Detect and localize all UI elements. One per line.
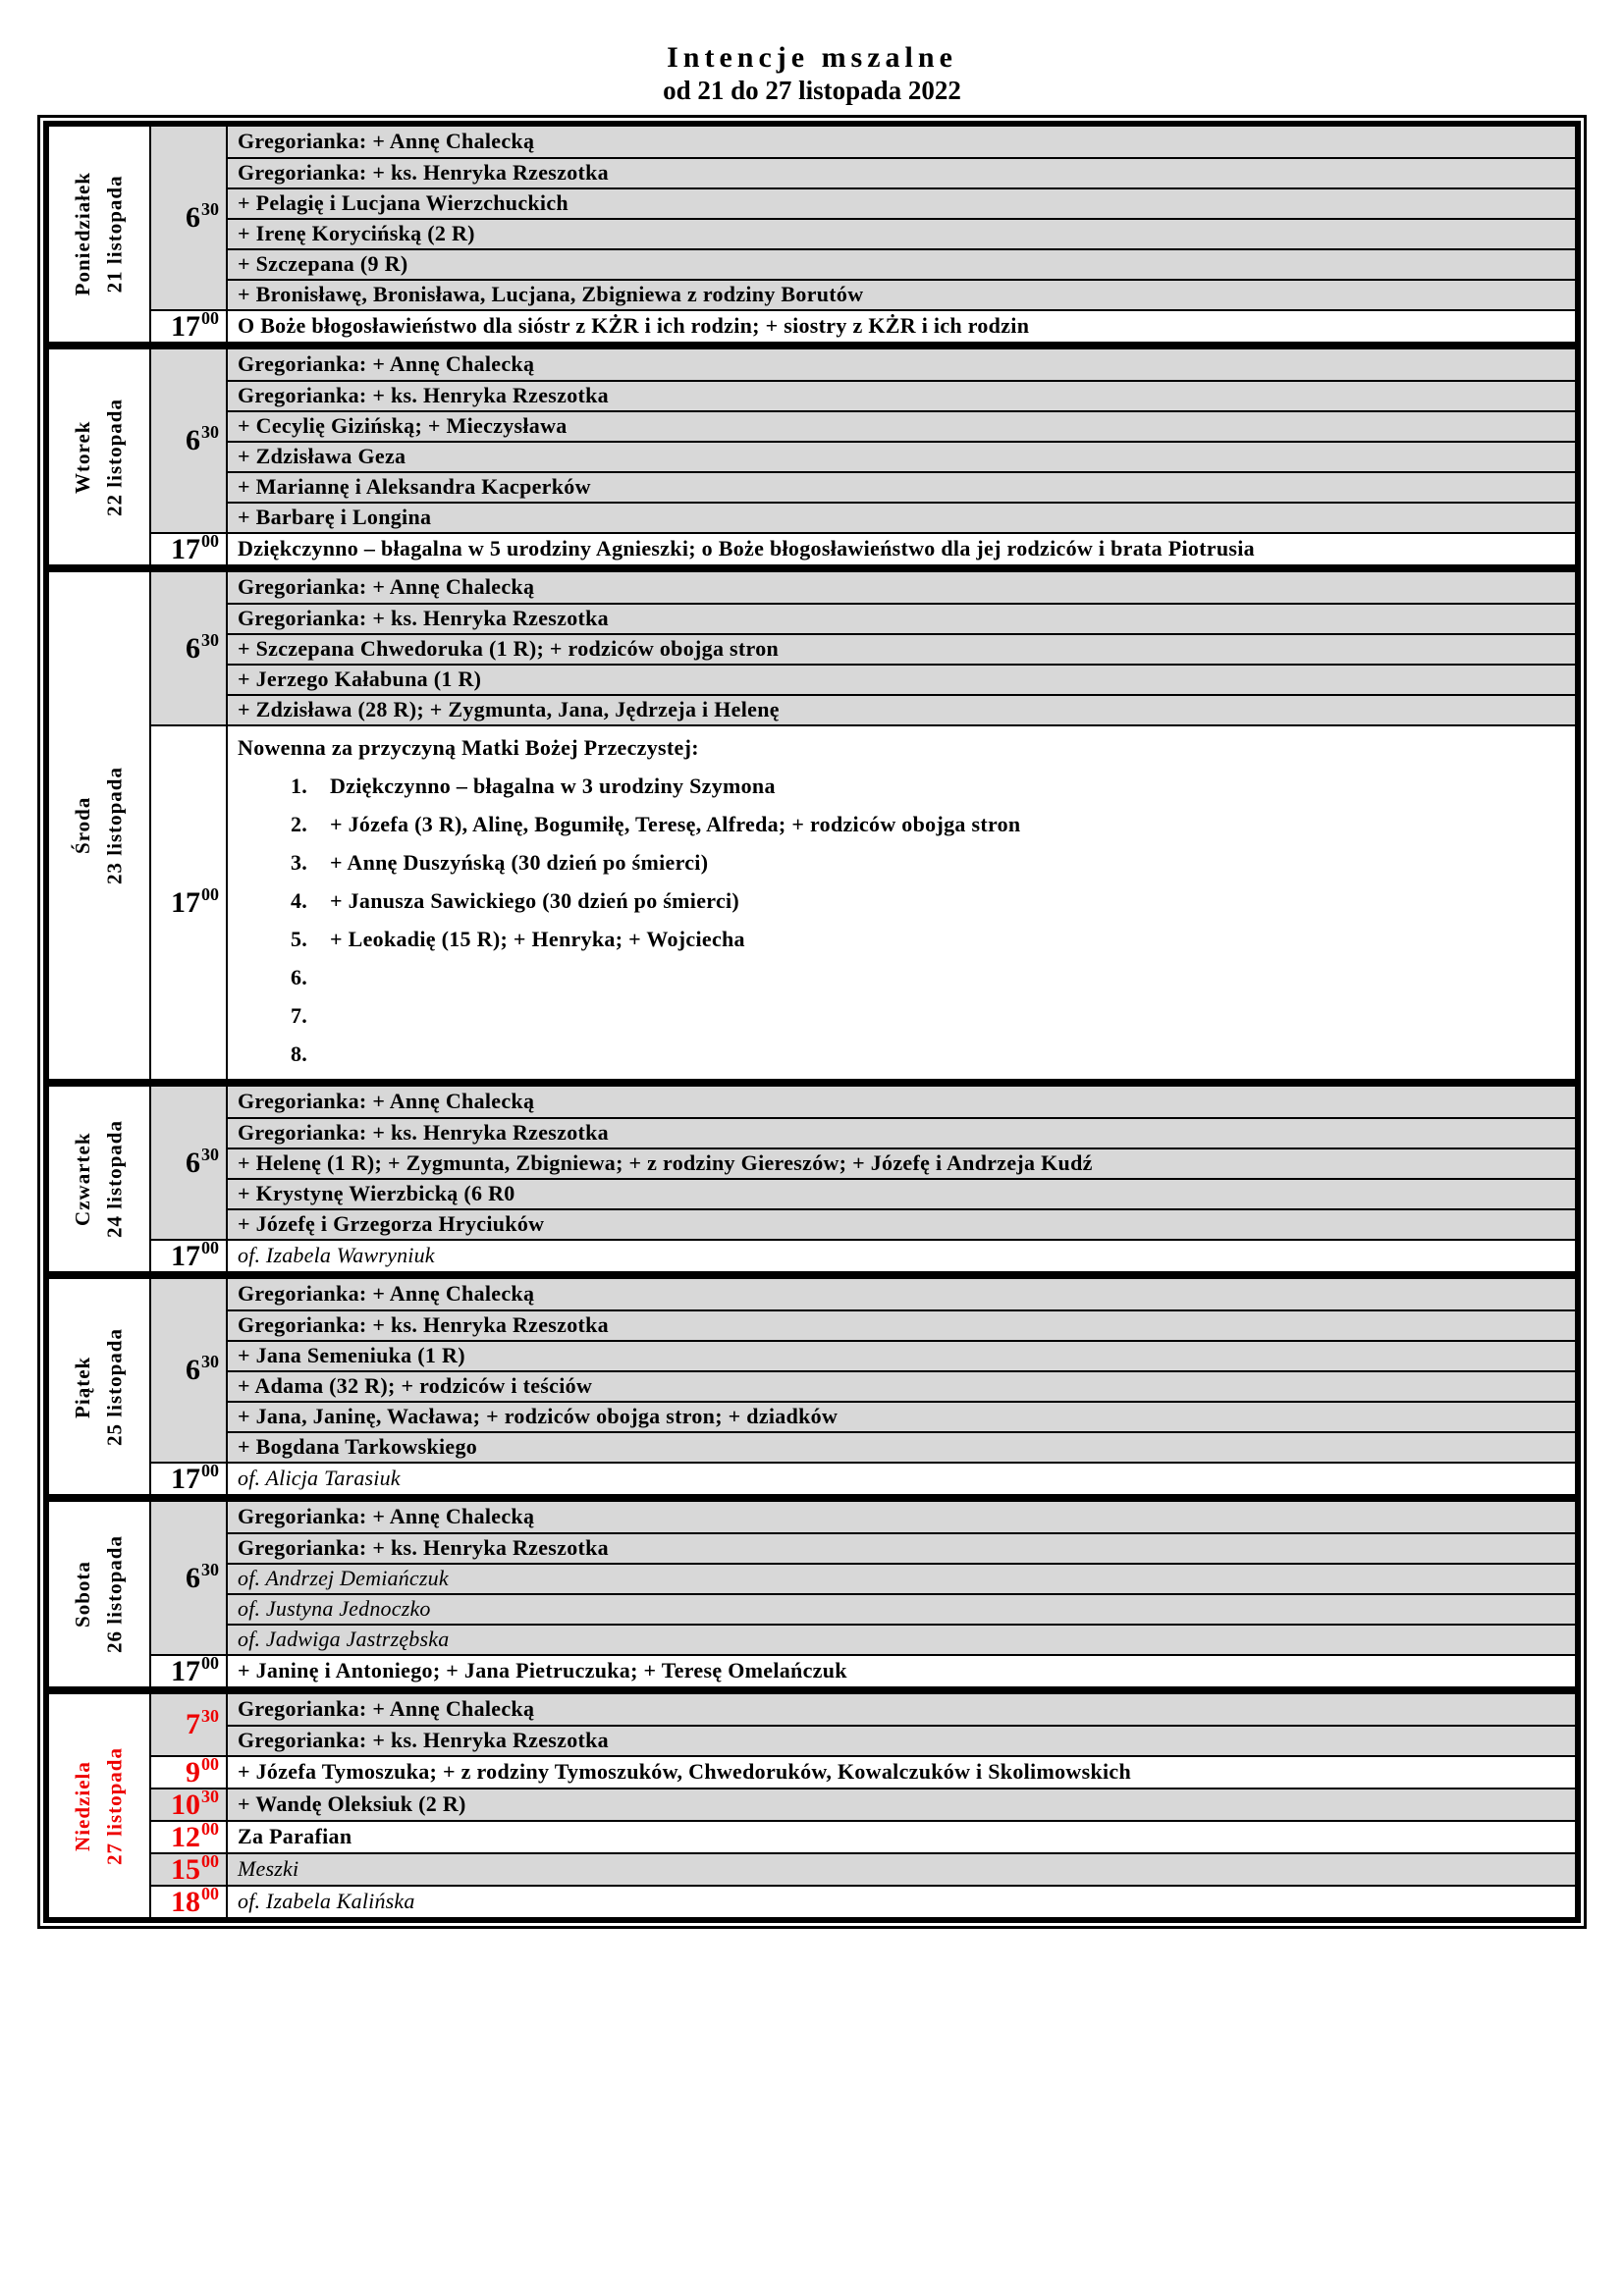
slot-rows	[228, 534, 1575, 564]
item-text: + Annę Duszyńską (30 dzień po śmierci)	[330, 850, 709, 875]
day-block	[49, 564, 1575, 1079]
nowenna-header: Nowenna za przyczyną Matki Bożej Przeczystej:	[238, 735, 699, 760]
intention-row	[228, 664, 1575, 694]
time-cell	[151, 726, 228, 1079]
time-cell	[151, 349, 228, 532]
intention-text: Gregorianka: + ks. Henryka Rzeszotka	[238, 1535, 609, 1561]
day-label	[67, 172, 131, 295]
day-slots	[151, 1694, 1575, 1917]
mass-slot	[151, 532, 1575, 564]
day-block	[49, 127, 1575, 342]
intention-row	[228, 248, 1575, 279]
slot-rows	[228, 1087, 1575, 1239]
slot-rows	[228, 1822, 1575, 1852]
slot-rows	[228, 1502, 1575, 1654]
intention-row	[228, 1694, 1575, 1725]
time-cell	[151, 1279, 228, 1462]
intention-text: + Jerzego Kałabuna (1 R)	[238, 667, 482, 692]
time-cell	[151, 1087, 228, 1239]
intention-text: Gregorianka: + ks. Henryka Rzeszotka	[238, 1120, 609, 1146]
day-cell	[49, 1087, 151, 1271]
time-value: 6	[186, 424, 200, 456]
intention-text: Gregorianka: + ks. Henryka Rzeszotka	[238, 1728, 609, 1753]
day-cell	[49, 1694, 151, 1917]
day-date: 21 listopada	[103, 175, 127, 294]
item-number: 4.	[291, 888, 308, 913]
day-slots	[151, 349, 1575, 564]
intention-text: of. Izabela Kalińska	[238, 1889, 415, 1914]
day-date: 26 listopada	[103, 1535, 127, 1653]
intention-text: Gregorianka: + Annę Chalecką	[238, 351, 535, 377]
slot-rows	[228, 1464, 1575, 1494]
time-superscript: 00	[201, 307, 219, 328]
mass-slot	[151, 724, 1575, 1079]
intention-text: Gregorianka: + Annę Chalecką	[238, 1089, 535, 1114]
item-number: 8.	[291, 1041, 308, 1066]
day-label	[67, 1120, 131, 1238]
time-value: 12	[171, 1820, 200, 1853]
intention-row	[228, 1401, 1575, 1431]
intention-text: of. Justyna Jednoczko	[238, 1596, 431, 1622]
intention-text: Gregorianka: + Annę Chalecką	[238, 1281, 535, 1307]
time-superscript: 30	[201, 1559, 219, 1579]
slot-rows	[228, 349, 1575, 532]
day-label	[67, 1535, 131, 1653]
time-cell	[151, 530, 228, 565]
intention-text: + Pelagię i Lucjana Wierzchuckich	[238, 190, 568, 216]
day-date: 25 listopada	[103, 1327, 127, 1446]
item-number: 1.	[291, 774, 308, 798]
day-slots	[151, 572, 1575, 1079]
intention-row	[228, 1087, 1575, 1117]
nowenna-item	[238, 767, 1565, 805]
intention-text: + Jana Semeniuka (1 R)	[238, 1343, 465, 1368]
intention-row	[228, 1178, 1575, 1208]
nowenna-item	[238, 958, 1565, 996]
day-slots	[151, 1502, 1575, 1686]
intention-text: Gregorianka: + ks. Henryka Rzeszotka	[238, 1312, 609, 1338]
day-label	[67, 767, 131, 884]
item-number: 7.	[291, 1003, 308, 1028]
day-label	[67, 399, 131, 516]
intention-row	[228, 1431, 1575, 1462]
time-cell	[151, 1883, 228, 1918]
intention-text: + Irenę Korycińską (2 R)	[238, 221, 475, 246]
slot-rows	[228, 572, 1575, 724]
intention-text: + Szczepana Chwedoruka (1 R); + rodziców obojga stron	[238, 636, 780, 662]
intention-text: + Adama (32 R); + rodziców i teściów	[238, 1373, 593, 1399]
time-cell	[151, 1818, 228, 1853]
intention-text: + Wandę Oleksiuk (2 R)	[238, 1791, 466, 1817]
day-cell	[49, 127, 151, 342]
slot-rows	[228, 1656, 1575, 1686]
slot-rows	[228, 1887, 1575, 1917]
intention-text: + Bogdana Tarkowskiego	[238, 1434, 478, 1460]
day-name: Poniedziałek	[71, 172, 95, 296]
day-block	[49, 342, 1575, 564]
slot-rows	[228, 1854, 1575, 1885]
intention-row	[228, 1532, 1575, 1563]
item-number: 5.	[291, 927, 308, 951]
intention-row	[228, 380, 1575, 410]
intention-row	[228, 502, 1575, 532]
item-text: + Józefa (3 R), Alinę, Bogumiłę, Teresę, Alfreda; + rodziców obojga stron	[330, 812, 1021, 836]
intention-row	[228, 1370, 1575, 1401]
intention-row	[228, 1117, 1575, 1148]
mass-slot	[151, 1087, 1575, 1239]
mass-slot	[151, 1694, 1575, 1755]
slot-rows	[228, 1757, 1575, 1788]
item-number: 2.	[291, 812, 308, 836]
schedule-table-frame	[37, 115, 1587, 1929]
mass-slot	[151, 1885, 1575, 1917]
day-name: Piątek	[71, 1355, 95, 1418]
intention-row	[228, 471, 1575, 502]
intention-text: O Boże błogosławieństwo dla sióstr z KŻR i ich rodzin; + siostry z KŻR i ich rodzin	[238, 313, 1030, 339]
day-cell	[49, 1279, 151, 1494]
intention-text: Gregorianka: + Annę Chalecką	[238, 129, 535, 154]
intention-text: Za Parafian	[238, 1824, 352, 1849]
day-name: Wtorek	[71, 420, 95, 494]
time-superscript: 30	[201, 1352, 219, 1371]
mass-slot	[151, 1654, 1575, 1686]
day-name: Czwartek	[71, 1132, 95, 1226]
time-cell	[151, 1786, 228, 1821]
mass-slot	[151, 1279, 1575, 1462]
time-value: 17	[171, 1654, 200, 1687]
intention-text: + Janinę i Antoniego; + Jana Pietruczuka; + Teresę Omelańczuk	[238, 1658, 847, 1683]
time-value: 17	[171, 532, 200, 565]
page-subtitle: od 21 do 27 listopada 2022	[663, 76, 961, 105]
time-value: 17	[171, 1239, 200, 1272]
intention-row	[228, 1757, 1575, 1788]
intention-text: + Bronisławę, Bronisława, Lucjana, Zbigniewa z rodziny Borutów	[238, 282, 864, 307]
time-superscript: 00	[201, 1460, 219, 1480]
time-cell	[151, 307, 228, 343]
slot-rows	[228, 127, 1575, 309]
day-slots	[151, 1087, 1575, 1271]
time-value: 6	[186, 1354, 200, 1386]
day-block	[49, 1271, 1575, 1494]
intention-row	[228, 1464, 1575, 1494]
intention-row	[228, 1563, 1575, 1593]
time-cell	[151, 127, 228, 309]
day-name: Sobota	[71, 1561, 95, 1628]
time-value: 15	[171, 1852, 200, 1886]
nowenna-item	[238, 996, 1565, 1035]
day-slots	[151, 127, 1575, 342]
time-superscript: 00	[201, 1753, 219, 1774]
mass-slot	[151, 1755, 1575, 1788]
mass-slot	[151, 1852, 1575, 1885]
intention-row	[228, 603, 1575, 633]
day-date: 22 listopada	[103, 398, 127, 516]
time-superscript: 00	[201, 1850, 219, 1871]
time-value: 6	[186, 1146, 200, 1179]
slot-rows	[228, 1241, 1575, 1271]
intention-text: + Józefa Tymoszuka; + z rodziny Tymoszuków, Chwedoruków, Kowalczuków i Skolimowskich	[238, 1759, 1131, 1785]
time-cell	[151, 1652, 228, 1687]
intention-row	[228, 1593, 1575, 1624]
intention-row	[228, 1502, 1575, 1532]
intention-row	[228, 311, 1575, 342]
intention-text: Gregorianka: + ks. Henryka Rzeszotka	[238, 606, 609, 631]
time-cell	[151, 1502, 228, 1654]
intention-text: + Zdzisława (28 R); + Zygmunta, Jana, Jędrzeja i Helenę	[238, 697, 780, 722]
intention-row	[228, 1309, 1575, 1340]
intention-text: + Krystynę Wierzbicką (6 R0	[238, 1181, 515, 1206]
item-text: + Janusza Sawickiego (30 dzień po śmierci)	[330, 888, 740, 913]
time-superscript: 00	[201, 1818, 219, 1839]
time-superscript: 00	[201, 1883, 219, 1903]
nowenna-item	[238, 920, 1565, 958]
intention-text: of. Andrzej Demiańczuk	[238, 1566, 449, 1591]
intention-text: of. Alicja Tarasiuk	[238, 1466, 401, 1491]
day-cell	[49, 572, 151, 1079]
intention-row	[228, 1148, 1575, 1178]
time-cell	[151, 1237, 228, 1272]
time-value: 7	[186, 1708, 200, 1740]
nowenna-block	[228, 726, 1575, 1079]
nowenna-item	[238, 843, 1565, 881]
time-cell	[151, 1694, 228, 1755]
mass-slot	[151, 572, 1575, 724]
mass-slot	[151, 1502, 1575, 1654]
intention-text: of. Izabela Wawryniuk	[238, 1243, 435, 1268]
mass-slot	[151, 1820, 1575, 1852]
intention-row	[228, 694, 1575, 724]
day-date: 24 listopada	[103, 1120, 127, 1238]
intention-row	[228, 127, 1575, 157]
time-value: 17	[171, 1462, 200, 1495]
item-number: 6.	[291, 965, 308, 989]
time-value: 17	[171, 885, 200, 919]
day-label	[67, 1328, 131, 1446]
time-superscript: 00	[201, 1652, 219, 1673]
mass-slot	[151, 1239, 1575, 1271]
item-number: 3.	[291, 850, 308, 875]
time-value: 6	[186, 1561, 200, 1594]
day-slots	[151, 1279, 1575, 1494]
intention-text: Gregorianka: + ks. Henryka Rzeszotka	[238, 383, 609, 408]
intention-row	[228, 1279, 1575, 1309]
time-superscript: 00	[201, 883, 219, 904]
intention-row	[228, 410, 1575, 441]
time-superscript: 30	[201, 1786, 219, 1806]
intention-text: + Jana, Janinę, Wacława; + rodziców obojga stron; + dziadków	[238, 1404, 839, 1429]
time-superscript: 30	[201, 199, 219, 219]
time-superscript: 30	[201, 1706, 219, 1726]
intention-text: + Cecylię Gizińską; + Mieczysława	[238, 413, 568, 439]
intention-row	[228, 572, 1575, 603]
intention-text: Gregorianka: + Annę Chalecką	[238, 1696, 535, 1722]
mass-slot	[151, 1788, 1575, 1820]
intention-row	[228, 279, 1575, 309]
slot-rows	[228, 311, 1575, 342]
mass-slot	[151, 349, 1575, 532]
intention-row	[228, 1656, 1575, 1686]
intention-text: + Zdzisława Geza	[238, 444, 406, 469]
time-superscript: 30	[201, 1144, 219, 1164]
intention-row	[228, 1208, 1575, 1239]
intention-row	[228, 1241, 1575, 1271]
intention-text: Gregorianka: + Annę Chalecką	[238, 574, 535, 600]
item-text: + Leokadię (15 R); + Henryka; + Wojciecha	[330, 927, 745, 951]
day-label	[67, 1747, 131, 1865]
page-title: Intencje mszalne	[667, 41, 957, 74]
day-name: Środa	[71, 796, 95, 855]
intention-row	[228, 1624, 1575, 1654]
intention-text: + Helenę (1 R); + Zygmunta, Zbigniewa; + z rodziny Giereszów; + Józefę i Andrzeja Kudź	[238, 1150, 1093, 1176]
schedule-table	[43, 121, 1581, 1923]
slot-rows	[228, 1789, 1575, 1820]
intention-row	[228, 1340, 1575, 1370]
time-cell	[151, 1460, 228, 1495]
time-cell	[151, 1753, 228, 1789]
intention-row	[228, 534, 1575, 564]
time-value: 6	[186, 631, 200, 665]
time-superscript: 30	[201, 629, 219, 650]
item-text: Dziękczynno – błagalna w 3 urodziny Szymona	[330, 774, 776, 798]
time-superscript: 30	[201, 422, 219, 442]
day-block	[49, 1079, 1575, 1271]
intention-row	[228, 349, 1575, 380]
mass-slot	[151, 1462, 1575, 1494]
slot-rows	[228, 1279, 1575, 1462]
day-cell	[49, 1502, 151, 1686]
intention-text: + Józefę i Grzegorza Hryciuków	[238, 1211, 545, 1237]
day-block	[49, 1494, 1575, 1686]
intention-text: Dziękczynno – błagalna w 5 urodziny Agnieszki; o Boże błogosławieństwo dla jej rodziców i brata Piotrusia	[238, 536, 1255, 561]
time-value: 17	[171, 309, 200, 343]
intention-row	[228, 1854, 1575, 1885]
time-value: 18	[171, 1885, 200, 1918]
mass-slot	[151, 309, 1575, 342]
intention-row	[228, 1725, 1575, 1755]
intention-row	[228, 157, 1575, 187]
intention-row	[228, 1822, 1575, 1852]
intention-row	[228, 187, 1575, 218]
intention-text: Gregorianka: + Annę Chalecką	[238, 1504, 535, 1529]
intention-text: of. Jadwiga Jastrzębska	[238, 1627, 450, 1652]
intention-text: + Mariannę i Aleksandra Kacperków	[238, 474, 591, 500]
intention-row	[228, 1789, 1575, 1820]
intention-row	[228, 218, 1575, 248]
nowenna-item	[238, 1035, 1565, 1073]
day-block	[49, 1686, 1575, 1917]
day-date: 23 listopada	[103, 767, 127, 884]
mass-slot	[151, 127, 1575, 309]
day-date: 27 listopada	[103, 1746, 127, 1865]
intention-row	[228, 633, 1575, 664]
time-cell	[151, 572, 228, 724]
intention-row	[228, 441, 1575, 471]
intention-row	[228, 1887, 1575, 1917]
intention-text: Gregorianka: + ks. Henryka Rzeszotka	[238, 160, 609, 186]
time-superscript: 00	[201, 530, 219, 551]
day-cell	[49, 349, 151, 564]
time-value: 6	[186, 201, 200, 234]
nowenna-item	[238, 805, 1565, 843]
intention-text: Meszki	[238, 1856, 299, 1882]
time-value: 9	[186, 1755, 200, 1789]
day-name: Niedziela	[71, 1760, 95, 1851]
nowenna-item	[238, 881, 1565, 920]
time-value: 10	[171, 1788, 200, 1821]
intention-text: + Barbarę i Longina	[238, 505, 432, 530]
slot-rows	[228, 1694, 1575, 1755]
time-superscript: 00	[201, 1237, 219, 1257]
intention-text: + Szczepana (9 R)	[238, 251, 408, 277]
time-cell	[151, 1850, 228, 1886]
